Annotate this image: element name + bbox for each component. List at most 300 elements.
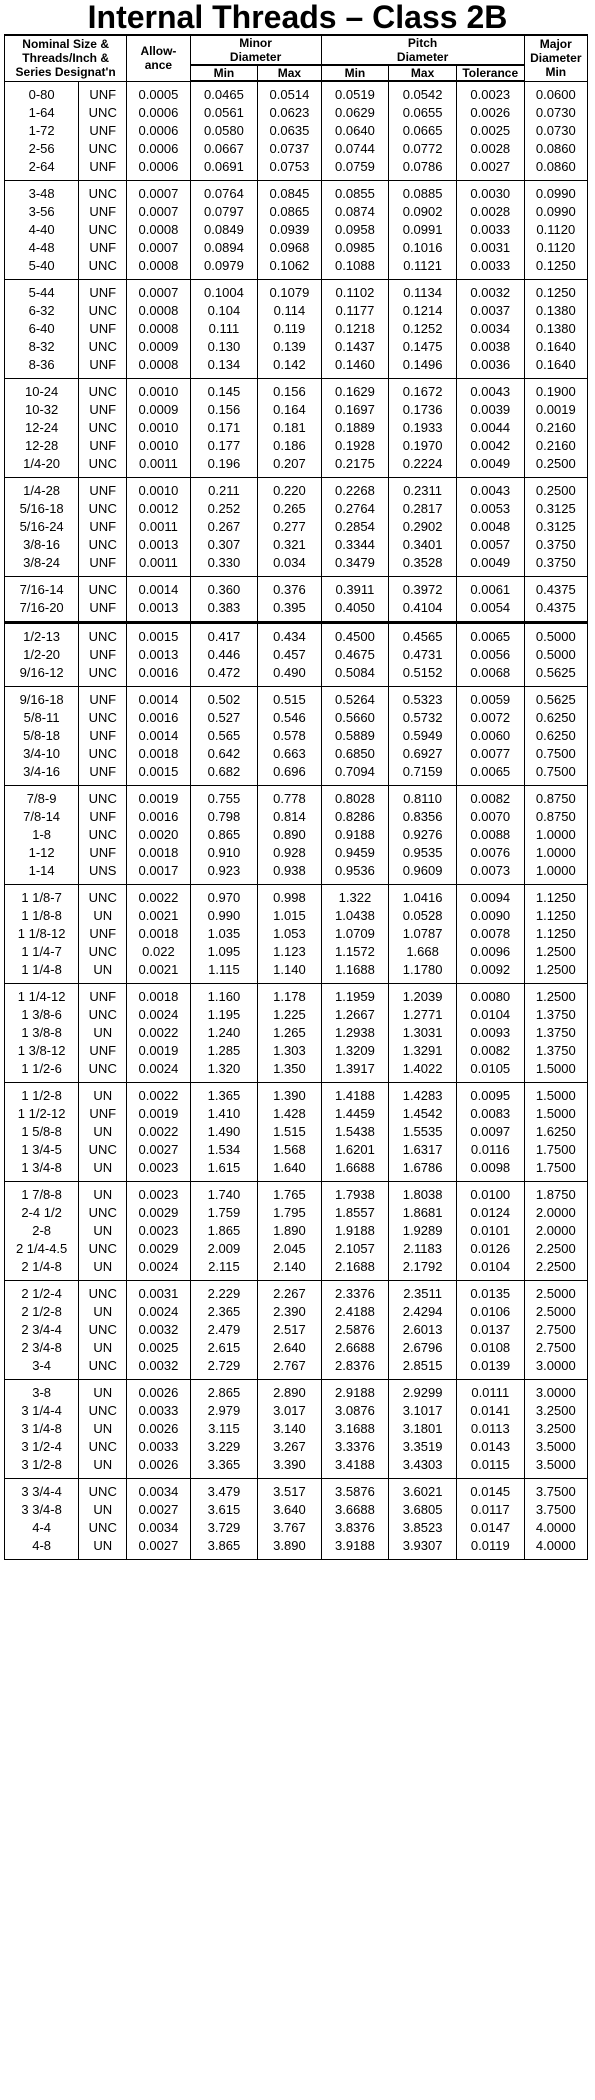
cell-tolerance: 0.0096 <box>456 943 524 961</box>
cell-pitch-max: 2.8515 <box>389 1357 457 1380</box>
table-row <box>5 1357 588 1380</box>
table-row <box>5 221 588 239</box>
cell-tolerance: 0.0049 <box>456 554 524 577</box>
cell-pitch-max: 0.5323 <box>389 687 457 710</box>
cell-series: UNF <box>79 808 127 826</box>
cell-nominal-size: 1/2-20 <box>5 646 79 664</box>
cell-nominal-size: 3 3/4-8 <box>5 1501 79 1519</box>
cell-minor-min: 0.0979 <box>190 257 258 280</box>
cell-nominal-size: 2 1/4-4.5 <box>5 1240 79 1258</box>
cell-tolerance: 0.0027 <box>456 158 524 181</box>
cell-pitch-min: 1.1959 <box>321 984 389 1007</box>
cell-nominal-size: 3 3/4-4 <box>5 1479 79 1502</box>
cell-minor-max: 1.428 <box>258 1105 321 1123</box>
cell-series: UNC <box>79 1438 127 1456</box>
cell-tolerance: 0.0141 <box>456 1402 524 1420</box>
cell-major-min: 1.2500 <box>524 943 587 961</box>
cell-allowance: 0.0016 <box>127 709 190 727</box>
cell-minor-min: 0.171 <box>190 419 258 437</box>
cell-series: UN <box>79 1420 127 1438</box>
cell-allowance: 0.0034 <box>127 1479 190 1502</box>
cell-minor-max: 0.998 <box>258 885 321 908</box>
cell-pitch-max: 0.7159 <box>389 763 457 786</box>
cell-pitch-min: 0.1460 <box>321 356 389 379</box>
cell-series: UNC <box>79 257 127 280</box>
cell-major-min: 0.1250 <box>524 280 587 303</box>
cell-minor-min: 2.479 <box>190 1321 258 1339</box>
cell-major-min: 1.2500 <box>524 961 587 984</box>
row-group <box>5 1380 588 1479</box>
cell-tolerance: 0.0032 <box>456 280 524 303</box>
cell-tolerance: 0.0065 <box>456 763 524 786</box>
header-major-diameter <box>524 35 587 81</box>
cell-major-min: 0.6250 <box>524 727 587 745</box>
table-row <box>5 786 588 809</box>
cell-pitch-max: 2.6013 <box>389 1321 457 1339</box>
cell-minor-max: 3.767 <box>258 1519 321 1537</box>
cell-tolerance: 0.0036 <box>456 356 524 379</box>
cell-tolerance: 0.0061 <box>456 577 524 600</box>
cell-minor-max: 0.0968 <box>258 239 321 257</box>
cell-allowance: 0.0007 <box>127 239 190 257</box>
cell-minor-min: 0.0580 <box>190 122 258 140</box>
row-group <box>5 379 588 478</box>
cell-allowance: 0.0018 <box>127 745 190 763</box>
cell-major-min: 0.5000 <box>524 646 587 664</box>
table-row <box>5 1105 588 1123</box>
cell-pitch-max: 3.6805 <box>389 1501 457 1519</box>
cell-series: UN <box>79 1456 127 1479</box>
cell-tolerance: 0.0104 <box>456 1258 524 1281</box>
cell-allowance: 0.0027 <box>127 1537 190 1560</box>
cell-tolerance: 0.0145 <box>456 1479 524 1502</box>
cell-major-min: 0.1120 <box>524 239 587 257</box>
cell-pitch-max: 0.4104 <box>389 599 457 623</box>
cell-nominal-size: 1/4-28 <box>5 478 79 501</box>
cell-minor-max: 1.140 <box>258 961 321 984</box>
cell-tolerance: 0.0143 <box>456 1438 524 1456</box>
cell-pitch-max: 0.1672 <box>389 379 457 402</box>
cell-minor-max: 2.267 <box>258 1281 321 1304</box>
cell-minor-max: 0.778 <box>258 786 321 809</box>
cell-nominal-size: 1 1/4-8 <box>5 961 79 984</box>
cell-pitch-min: 0.2854 <box>321 518 389 536</box>
cell-minor-min: 0.252 <box>190 500 258 518</box>
cell-pitch-max: 2.1792 <box>389 1258 457 1281</box>
cell-series: UNF <box>79 203 127 221</box>
cell-minor-min: 0.130 <box>190 338 258 356</box>
cell-series: UNC <box>79 709 127 727</box>
cell-nominal-size: 3 1/4-4 <box>5 1402 79 1420</box>
cell-minor-min: 1.320 <box>190 1060 258 1083</box>
cell-tolerance: 0.0028 <box>456 203 524 221</box>
cell-pitch-min: 1.1572 <box>321 943 389 961</box>
cell-pitch-max: 0.1736 <box>389 401 457 419</box>
cell-minor-min: 0.755 <box>190 786 258 809</box>
table-row <box>5 763 588 786</box>
cell-minor-max: 1.265 <box>258 1024 321 1042</box>
cell-pitch-max: 2.1183 <box>389 1240 457 1258</box>
cell-nominal-size: 2-4 1/2 <box>5 1204 79 1222</box>
table-row <box>5 984 588 1007</box>
cell-pitch-min: 0.1629 <box>321 379 389 402</box>
cell-pitch-max: 0.2902 <box>389 518 457 536</box>
cell-series: UNC <box>79 577 127 600</box>
cell-nominal-size: 1-14 <box>5 862 79 885</box>
cell-pitch-max: 1.2771 <box>389 1006 457 1024</box>
cell-pitch-min: 0.9536 <box>321 862 389 885</box>
table-row <box>5 599 588 623</box>
cell-allowance: 0.0006 <box>127 158 190 181</box>
cell-major-min: 0.1380 <box>524 302 587 320</box>
cell-major-min: 0.0990 <box>524 203 587 221</box>
cell-tolerance: 0.0057 <box>456 536 524 554</box>
cell-pitch-min: 0.1889 <box>321 419 389 437</box>
cell-series: UN <box>79 1339 127 1357</box>
cell-nominal-size: 1 1/2-8 <box>5 1083 79 1106</box>
cell-tolerance: 0.0111 <box>456 1380 524 1403</box>
cell-allowance: 0.0017 <box>127 862 190 885</box>
cell-minor-max: 0.207 <box>258 455 321 478</box>
cell-minor-max: 0.434 <box>258 623 321 647</box>
cell-pitch-min: 1.322 <box>321 885 389 908</box>
cell-nominal-size: 4-8 <box>5 1537 79 1560</box>
cell-minor-max: 1.640 <box>258 1159 321 1182</box>
cell-nominal-size: 5/8-18 <box>5 727 79 745</box>
cell-pitch-min: 3.8376 <box>321 1519 389 1537</box>
cell-nominal-size: 1-12 <box>5 844 79 862</box>
cell-tolerance: 0.0048 <box>456 518 524 536</box>
cell-pitch-min: 2.3376 <box>321 1281 389 1304</box>
cell-pitch-min: 2.9188 <box>321 1380 389 1403</box>
cell-nominal-size: 6-32 <box>5 302 79 320</box>
cell-minor-min: 2.115 <box>190 1258 258 1281</box>
cell-pitch-max: 0.9535 <box>389 844 457 862</box>
cell-series: UNF <box>79 158 127 181</box>
cell-allowance: 0.0015 <box>127 763 190 786</box>
cell-pitch-min: 3.0876 <box>321 1402 389 1420</box>
header-nominal-size-line3: Series Designat'n <box>15 65 116 80</box>
cell-nominal-size: 5-40 <box>5 257 79 280</box>
header-allowance-line2: ance <box>144 58 173 73</box>
cell-allowance: 0.0027 <box>127 1501 190 1519</box>
row-group <box>5 1083 588 1182</box>
cell-minor-min: 3.615 <box>190 1501 258 1519</box>
cell-nominal-size: 2 1/2-8 <box>5 1303 79 1321</box>
cell-minor-max: 0.186 <box>258 437 321 455</box>
cell-pitch-min: 0.5264 <box>321 687 389 710</box>
cell-pitch-max: 1.6786 <box>389 1159 457 1182</box>
cell-pitch-min: 0.0985 <box>321 239 389 257</box>
cell-minor-min: 1.160 <box>190 984 258 1007</box>
cell-allowance: 0.0021 <box>127 961 190 984</box>
cell-nominal-size: 1 3/8-12 <box>5 1042 79 1060</box>
cell-minor-min: 0.177 <box>190 437 258 455</box>
table-row <box>5 518 588 536</box>
cell-nominal-size: 12-24 <box>5 419 79 437</box>
cell-nominal-size: 9/16-18 <box>5 687 79 710</box>
cell-minor-min: 0.990 <box>190 907 258 925</box>
table-row <box>5 356 588 379</box>
cell-tolerance: 0.0117 <box>456 1501 524 1519</box>
cell-pitch-min: 0.0640 <box>321 122 389 140</box>
cell-allowance: 0.0008 <box>127 320 190 338</box>
cell-major-min: 1.8750 <box>524 1182 587 1205</box>
cell-minor-min: 1.740 <box>190 1182 258 1205</box>
cell-minor-max: 0.490 <box>258 664 321 687</box>
cell-nominal-size: 2 1/2-4 <box>5 1281 79 1304</box>
cell-minor-min: 2.009 <box>190 1240 258 1258</box>
cell-nominal-size: 1-64 <box>5 104 79 122</box>
cell-major-min: 1.6250 <box>524 1123 587 1141</box>
cell-tolerance: 0.0023 <box>456 81 524 104</box>
cell-major-min: 3.5000 <box>524 1438 587 1456</box>
cell-major-min: 3.5000 <box>524 1456 587 1479</box>
cell-pitch-max: 1.8038 <box>389 1182 457 1205</box>
cell-tolerance: 0.0065 <box>456 623 524 647</box>
cell-allowance: 0.0016 <box>127 808 190 826</box>
cell-minor-max: 0.546 <box>258 709 321 727</box>
cell-pitch-min: 2.4188 <box>321 1303 389 1321</box>
table-row <box>5 1281 588 1304</box>
cell-pitch-max: 0.1214 <box>389 302 457 320</box>
cell-nominal-size: 1/4-20 <box>5 455 79 478</box>
cell-tolerance: 0.0033 <box>456 257 524 280</box>
cell-minor-max: 0.0514 <box>258 81 321 104</box>
cell-minor-max: 0.321 <box>258 536 321 554</box>
cell-nominal-size: 2 1/4-8 <box>5 1258 79 1281</box>
cell-minor-min: 0.865 <box>190 826 258 844</box>
cell-allowance: 0.0034 <box>127 1519 190 1537</box>
cell-pitch-min: 0.1088 <box>321 257 389 280</box>
cell-pitch-min: 0.1218 <box>321 320 389 338</box>
cell-minor-max: 3.267 <box>258 1438 321 1456</box>
header-minor-min: Min <box>190 65 258 81</box>
cell-nominal-size: 3/4-16 <box>5 763 79 786</box>
cell-series: UNF <box>79 437 127 455</box>
cell-minor-max: 2.890 <box>258 1380 321 1403</box>
table-row <box>5 81 588 104</box>
cell-minor-max: 3.140 <box>258 1420 321 1438</box>
cell-minor-max: 0.0845 <box>258 181 321 204</box>
cell-tolerance: 0.0108 <box>456 1339 524 1357</box>
cell-pitch-max: 1.9289 <box>389 1222 457 1240</box>
cell-major-min: 2.2500 <box>524 1258 587 1281</box>
header-major-line2: Diameter <box>530 51 582 66</box>
cell-pitch-max: 0.0885 <box>389 181 457 204</box>
cell-minor-max: 0.220 <box>258 478 321 501</box>
table-row <box>5 302 588 320</box>
cell-series: UNC <box>79 664 127 687</box>
cell-series: UNC <box>79 500 127 518</box>
cell-minor-min: 2.979 <box>190 1402 258 1420</box>
cell-allowance: 0.0007 <box>127 203 190 221</box>
table-row <box>5 1006 588 1024</box>
cell-pitch-max: 0.9609 <box>389 862 457 885</box>
cell-allowance: 0.0010 <box>127 437 190 455</box>
cell-minor-min: 0.360 <box>190 577 258 600</box>
cell-allowance: 0.0008 <box>127 221 190 239</box>
cell-nominal-size: 1 1/8-8 <box>5 907 79 925</box>
cell-pitch-max: 2.3511 <box>389 1281 457 1304</box>
cell-minor-max: 3.640 <box>258 1501 321 1519</box>
cell-nominal-size: 1 3/8-6 <box>5 1006 79 1024</box>
cell-pitch-max: 3.4303 <box>389 1456 457 1479</box>
row-group <box>5 1182 588 1281</box>
cell-nominal-size: 5/16-18 <box>5 500 79 518</box>
cell-pitch-min: 0.0855 <box>321 181 389 204</box>
table-row <box>5 437 588 455</box>
cell-major-min: 0.0019 <box>524 401 587 419</box>
cell-major-min: 1.1250 <box>524 885 587 908</box>
cell-minor-min: 1.195 <box>190 1006 258 1024</box>
row-group <box>5 181 588 280</box>
cell-tolerance: 0.0137 <box>456 1321 524 1339</box>
cell-allowance: 0.0013 <box>127 599 190 623</box>
cell-minor-min: 0.682 <box>190 763 258 786</box>
cell-nominal-size: 3-8 <box>5 1380 79 1403</box>
table-row <box>5 280 588 303</box>
cell-pitch-max: 1.8681 <box>389 1204 457 1222</box>
cell-minor-max: 0.814 <box>258 808 321 826</box>
cell-pitch-min: 2.6688 <box>321 1339 389 1357</box>
cell-tolerance: 0.0088 <box>456 826 524 844</box>
cell-minor-max: 0.1062 <box>258 257 321 280</box>
table-row <box>5 1240 588 1258</box>
table-row <box>5 320 588 338</box>
cell-major-min: 2.5000 <box>524 1281 587 1304</box>
cell-tolerance: 0.0083 <box>456 1105 524 1123</box>
cell-allowance: 0.0016 <box>127 664 190 687</box>
cell-series: UNC <box>79 1204 127 1222</box>
cell-series: UNC <box>79 1141 127 1159</box>
cell-pitch-min: 0.3479 <box>321 554 389 577</box>
cell-tolerance: 0.0115 <box>456 1456 524 1479</box>
cell-nominal-size: 7/8-14 <box>5 808 79 826</box>
table-row <box>5 338 588 356</box>
cell-nominal-size: 2-8 <box>5 1222 79 1240</box>
cell-tolerance: 0.0049 <box>456 455 524 478</box>
cell-pitch-max: 0.2817 <box>389 500 457 518</box>
cell-series: UNF <box>79 646 127 664</box>
cell-series: UNF <box>79 727 127 745</box>
table-row <box>5 1083 588 1106</box>
cell-minor-min: 0.910 <box>190 844 258 862</box>
table-row <box>5 862 588 885</box>
cell-pitch-min: 2.8376 <box>321 1357 389 1380</box>
cell-pitch-max: 3.6021 <box>389 1479 457 1502</box>
table-row <box>5 1182 588 1205</box>
cell-tolerance: 0.0031 <box>456 239 524 257</box>
cell-nominal-size: 4-40 <box>5 221 79 239</box>
cell-nominal-size: 5/16-24 <box>5 518 79 536</box>
row-group <box>5 984 588 1083</box>
cell-pitch-min: 0.4500 <box>321 623 389 647</box>
cell-pitch-max: 0.1933 <box>389 419 457 437</box>
cell-minor-min: 1.095 <box>190 943 258 961</box>
cell-tolerance: 0.0113 <box>456 1420 524 1438</box>
cell-major-min: 1.1250 <box>524 925 587 943</box>
cell-major-min: 0.5625 <box>524 687 587 710</box>
cell-nominal-size: 1/2-13 <box>5 623 79 647</box>
cell-pitch-min: 0.3911 <box>321 577 389 600</box>
cell-series: UNF <box>79 984 127 1007</box>
cell-pitch-min: 3.1688 <box>321 1420 389 1438</box>
cell-minor-max: 1.765 <box>258 1182 321 1205</box>
table-row <box>5 1024 588 1042</box>
row-group <box>5 1281 588 1380</box>
cell-minor-min: 1.490 <box>190 1123 258 1141</box>
table-row <box>5 808 588 826</box>
table-row <box>5 1537 588 1560</box>
cell-minor-max: 0.928 <box>258 844 321 862</box>
cell-tolerance: 0.0043 <box>456 379 524 402</box>
cell-pitch-max: 0.3528 <box>389 554 457 577</box>
cell-allowance: 0.0012 <box>127 500 190 518</box>
header-allowance-line1: Allow- <box>140 44 177 59</box>
cell-allowance: 0.0023 <box>127 1159 190 1182</box>
cell-tolerance: 0.0077 <box>456 745 524 763</box>
cell-series: UNC <box>79 786 127 809</box>
cell-nominal-size: 3/8-24 <box>5 554 79 577</box>
cell-minor-max: 0.142 <box>258 356 321 379</box>
row-group <box>5 623 588 687</box>
table-row <box>5 158 588 181</box>
cell-major-min: 1.7500 <box>524 1141 587 1159</box>
cell-allowance: 0.0008 <box>127 302 190 320</box>
cell-pitch-min: 1.1688 <box>321 961 389 984</box>
table-row <box>5 104 588 122</box>
cell-nominal-size: 3-4 <box>5 1357 79 1380</box>
cell-allowance: 0.0032 <box>127 1321 190 1339</box>
cell-series: UNF <box>79 925 127 943</box>
cell-nominal-size: 1 3/4-8 <box>5 1159 79 1182</box>
cell-series: UNC <box>79 104 127 122</box>
cell-tolerance: 0.0034 <box>456 320 524 338</box>
cell-major-min: 0.1900 <box>524 379 587 402</box>
cell-series: UNF <box>79 280 127 303</box>
cell-minor-max: 0.139 <box>258 338 321 356</box>
cell-pitch-max: 0.2224 <box>389 455 457 478</box>
cell-pitch-max: 1.2039 <box>389 984 457 1007</box>
cell-major-min: 0.7500 <box>524 745 587 763</box>
cell-minor-max: 3.517 <box>258 1479 321 1502</box>
cell-major-min: 0.4375 <box>524 599 587 623</box>
cell-minor-min: 1.410 <box>190 1105 258 1123</box>
cell-major-min: 0.2160 <box>524 419 587 437</box>
cell-major-min: 1.3750 <box>524 1024 587 1042</box>
header-minor-max: Max <box>258 65 321 81</box>
cell-major-min: 3.7500 <box>524 1501 587 1519</box>
cell-pitch-min: 0.9459 <box>321 844 389 862</box>
cell-tolerance: 0.0043 <box>456 478 524 501</box>
cell-major-min: 0.0990 <box>524 181 587 204</box>
table-row <box>5 500 588 518</box>
cell-series: UN <box>79 1537 127 1560</box>
cell-minor-max: 0.0753 <box>258 158 321 181</box>
cell-pitch-max: 1.3291 <box>389 1042 457 1060</box>
cell-major-min: 0.7500 <box>524 763 587 786</box>
cell-allowance: 0.0014 <box>127 687 190 710</box>
cell-minor-max: 1.795 <box>258 1204 321 1222</box>
cell-pitch-max: 0.1496 <box>389 356 457 379</box>
cell-allowance: 0.0014 <box>127 577 190 600</box>
table-row <box>5 623 588 647</box>
cell-pitch-max: 0.0772 <box>389 140 457 158</box>
header-major-line1: Major <box>539 37 572 52</box>
cell-pitch-max: 0.1134 <box>389 280 457 303</box>
table-row <box>5 885 588 908</box>
